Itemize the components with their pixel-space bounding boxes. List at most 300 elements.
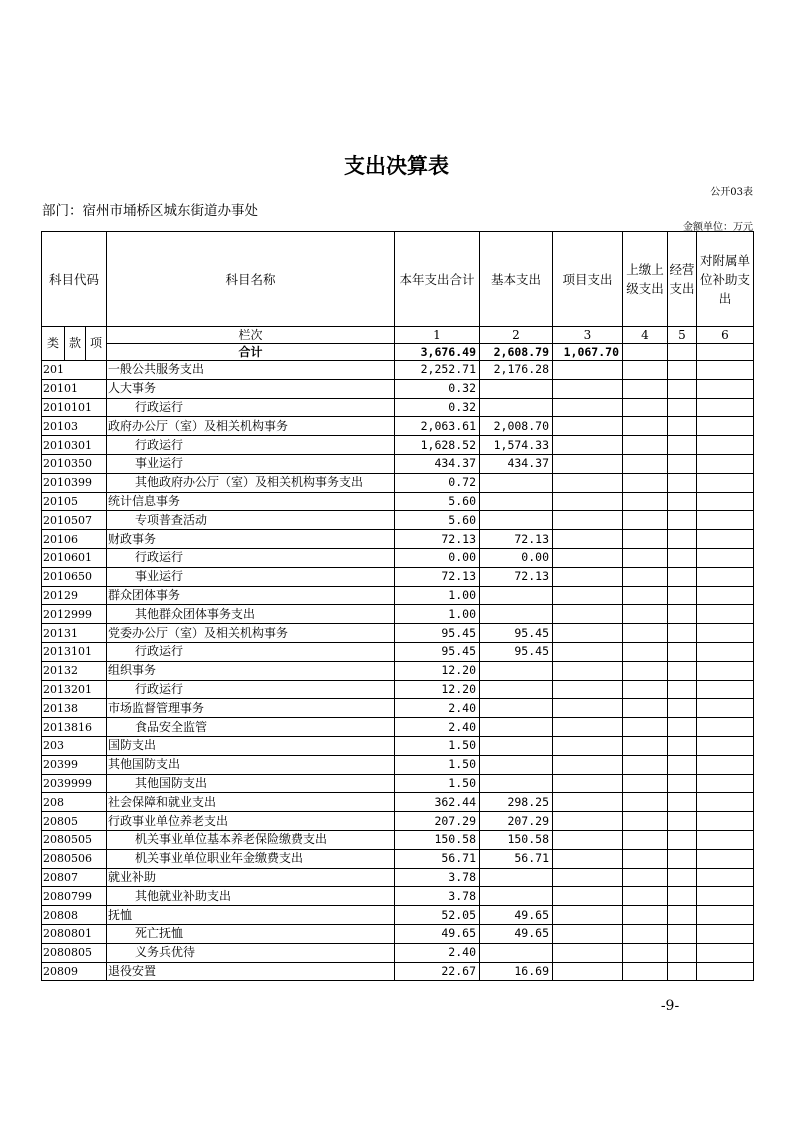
row-basic: [480, 718, 553, 737]
row-upper: [623, 605, 668, 624]
col-index-5: 5: [668, 327, 697, 344]
header-name: 科目名称: [107, 232, 395, 327]
row-upper: [623, 718, 668, 737]
row-total: 95.45: [395, 624, 480, 643]
row-basic: [480, 680, 553, 699]
row-code: 2010301: [42, 436, 107, 455]
row-code: 2080801: [42, 924, 107, 943]
row-operating: [668, 436, 697, 455]
row-name: 行政运行: [107, 436, 395, 455]
row-total: 95.45: [395, 642, 480, 661]
table-row: [42, 793, 754, 812]
row-operating: [668, 793, 697, 812]
row-operating: [668, 887, 697, 906]
row-project: [553, 661, 623, 680]
row-subsidy: [697, 718, 754, 737]
row-total: 49.65: [395, 924, 480, 943]
row-upper: [623, 567, 668, 586]
row-name: 退役安置: [107, 962, 395, 981]
row-code: 20809: [42, 962, 107, 981]
header-row: [42, 232, 754, 327]
row-subsidy: [697, 962, 754, 981]
row-name: 国防支出: [107, 736, 395, 755]
row-code: 208: [42, 793, 107, 812]
row-operating: [668, 530, 697, 549]
row-upper: [623, 361, 668, 380]
header-basic: 基本支出: [480, 232, 553, 327]
row-upper: [623, 436, 668, 455]
row-subsidy: [697, 661, 754, 680]
row-operating: [668, 511, 697, 530]
row-subsidy: [697, 943, 754, 962]
row-code: 2013101: [42, 642, 107, 661]
row-total: 3.78: [395, 887, 480, 906]
row-total: 1.00: [395, 605, 480, 624]
col-index-3: 3: [553, 327, 623, 344]
row-upper: [623, 586, 668, 605]
row-project: [553, 924, 623, 943]
expenditure-table: [41, 231, 754, 981]
row-project: [553, 774, 623, 793]
row-total: 1,628.52: [395, 436, 480, 455]
row-name: 其他就业补助支出: [107, 887, 395, 906]
row-name: 社会保障和就业支出: [107, 793, 395, 812]
row-upper: [623, 962, 668, 981]
row-code: 2010101: [42, 398, 107, 417]
row-basic: [480, 736, 553, 755]
row-project: [553, 530, 623, 549]
row-name: 死亡抚恤: [107, 924, 395, 943]
page-number: -9-: [660, 998, 680, 1014]
row-project: [553, 642, 623, 661]
total-project: 1,067.70: [553, 344, 623, 361]
row-basic: 56.71: [480, 849, 553, 868]
row-name: 统计信息事务: [107, 492, 395, 511]
row-upper: [623, 680, 668, 699]
table-row: [42, 887, 754, 906]
row-subsidy: [697, 887, 754, 906]
row-code: 20805: [42, 812, 107, 831]
table-row: [42, 473, 754, 492]
table-row: [42, 605, 754, 624]
row-subsidy: [697, 379, 754, 398]
row-code: 20129: [42, 586, 107, 605]
row-operating: [668, 605, 697, 624]
row-upper: [623, 943, 668, 962]
row-total: 12.20: [395, 661, 480, 680]
row-operating: [668, 849, 697, 868]
row-subsidy: [697, 699, 754, 718]
row-project: [553, 567, 623, 586]
row-operating: [668, 661, 697, 680]
row-project: [553, 398, 623, 417]
row-code: 2012999: [42, 605, 107, 624]
row-project: [553, 736, 623, 755]
row-total: 72.13: [395, 567, 480, 586]
header-upper: 上缴上级支出: [623, 232, 668, 327]
row-code: 2080505: [42, 830, 107, 849]
row-operating: [668, 642, 697, 661]
row-project: [553, 793, 623, 812]
row-name: 行政运行: [107, 642, 395, 661]
row-code: 20399: [42, 755, 107, 774]
table-row: [42, 379, 754, 398]
row-code: 20101: [42, 379, 107, 398]
row-basic: 49.65: [480, 924, 553, 943]
table-row: [42, 718, 754, 737]
row-project: [553, 624, 623, 643]
row-name: 行政事业单位养老支出: [107, 812, 395, 831]
row-operating: [668, 736, 697, 755]
row-operating: [668, 868, 697, 887]
row-subsidy: [697, 830, 754, 849]
table-row: [42, 492, 754, 511]
row-operating: [668, 624, 697, 643]
row-code: 2013201: [42, 680, 107, 699]
row-upper: [623, 924, 668, 943]
department-label: 部门：宿州市埇桥区城东街道办事处: [42, 203, 258, 219]
row-project: [553, 718, 623, 737]
row-basic: [480, 887, 553, 906]
row-basic: 298.25: [480, 793, 553, 812]
row-operating: [668, 924, 697, 943]
row-subsidy: [697, 548, 754, 567]
table-row: [42, 361, 754, 380]
total-label: 合计: [107, 344, 395, 361]
table-row: [42, 454, 754, 473]
row-subsidy: [697, 849, 754, 868]
row-project: [553, 436, 623, 455]
row-total: 0.72: [395, 473, 480, 492]
row-code: 201: [42, 361, 107, 380]
row-subsidy: [697, 398, 754, 417]
row-code: 2080506: [42, 849, 107, 868]
row-name: 专项普查活动: [107, 511, 395, 530]
row-project: [553, 830, 623, 849]
row-name: 行政运行: [107, 548, 395, 567]
row-total: 72.13: [395, 530, 480, 549]
row-operating: [668, 398, 697, 417]
row-upper: [623, 793, 668, 812]
row-basic: [480, 661, 553, 680]
row-project: [553, 454, 623, 473]
table-row: [42, 680, 754, 699]
row-operating: [668, 830, 697, 849]
row-total: 207.29: [395, 812, 480, 831]
row-name: 抚恤: [107, 906, 395, 925]
row-upper: [623, 473, 668, 492]
row-total: 0.00: [395, 548, 480, 567]
header-total: 本年支出合计: [395, 232, 480, 327]
row-basic: 434.37: [480, 454, 553, 473]
row-subsidy: [697, 736, 754, 755]
table-row: [42, 943, 754, 962]
row-upper: [623, 511, 668, 530]
table-row: [42, 398, 754, 417]
row-operating: [668, 492, 697, 511]
row-code: 2013816: [42, 718, 107, 737]
page-title: 支出决算表: [344, 154, 449, 178]
row-basic: 72.13: [480, 567, 553, 586]
col-index-4: 4: [623, 327, 668, 344]
row-total: 3.78: [395, 868, 480, 887]
row-total: 5.60: [395, 492, 480, 511]
row-basic: 16.69: [480, 962, 553, 981]
row-basic: [480, 774, 553, 793]
row-total: 150.58: [395, 830, 480, 849]
row-upper: [623, 868, 668, 887]
row-name: 行政运行: [107, 680, 395, 699]
row-upper: [623, 849, 668, 868]
header-lei: 类: [42, 327, 65, 361]
row-upper: [623, 887, 668, 906]
row-name: 机关事业单位基本养老保险缴费支出: [107, 830, 395, 849]
row-subsidy: [697, 605, 754, 624]
row-project: [553, 906, 623, 925]
row-name: 群众团体事务: [107, 586, 395, 605]
row-total: 362.44: [395, 793, 480, 812]
row-name: 政府办公厅（室）及相关机构事务: [107, 417, 395, 436]
row-code: 20105: [42, 492, 107, 511]
row-project: [553, 680, 623, 699]
row-basic: [480, 398, 553, 417]
row-basic: [480, 943, 553, 962]
row-basic: 95.45: [480, 624, 553, 643]
row-name: 就业补助: [107, 868, 395, 887]
row-subsidy: [697, 586, 754, 605]
row-total: 0.32: [395, 398, 480, 417]
row-basic: [480, 699, 553, 718]
table-row: [42, 812, 754, 831]
row-operating: [668, 417, 697, 436]
row-name: 市场监督管理事务: [107, 699, 395, 718]
table-row: [42, 511, 754, 530]
header-project: 项目支出: [553, 232, 623, 327]
row-code: 20131: [42, 624, 107, 643]
row-name: 食品安全监管: [107, 718, 395, 737]
row-total: 1.50: [395, 774, 480, 793]
row-operating: [668, 473, 697, 492]
row-project: [553, 586, 623, 605]
table-row: [42, 624, 754, 643]
row-upper: [623, 398, 668, 417]
row-operating: [668, 361, 697, 380]
row-operating: [668, 454, 697, 473]
row-total: 22.67: [395, 962, 480, 981]
row-subsidy: [697, 436, 754, 455]
row-project: [553, 473, 623, 492]
row-operating: [668, 379, 697, 398]
table-row: [42, 906, 754, 925]
row-basic: 2,176.28: [480, 361, 553, 380]
table-row: [42, 924, 754, 943]
row-project: [553, 417, 623, 436]
row-basic: [480, 586, 553, 605]
row-total: 56.71: [395, 849, 480, 868]
total-row: [42, 344, 754, 361]
row-name: 人大事务: [107, 379, 395, 398]
row-subsidy: [697, 868, 754, 887]
table-row: [42, 849, 754, 868]
header-operating: 经营支出: [668, 232, 697, 327]
row-operating: [668, 680, 697, 699]
header-lanci: 栏次: [107, 327, 395, 344]
row-upper: [623, 530, 668, 549]
table-row: [42, 661, 754, 680]
table-row: [42, 567, 754, 586]
row-upper: [623, 755, 668, 774]
row-name: 事业运行: [107, 454, 395, 473]
row-total: 5.60: [395, 511, 480, 530]
row-subsidy: [697, 774, 754, 793]
table-row: [42, 868, 754, 887]
row-operating: [668, 548, 697, 567]
row-operating: [668, 906, 697, 925]
row-basic: [480, 511, 553, 530]
row-name: 其他国防支出: [107, 755, 395, 774]
row-name: 财政事务: [107, 530, 395, 549]
form-number: 公开03表: [710, 187, 753, 198]
table-row: [42, 530, 754, 549]
row-upper: [623, 492, 668, 511]
total-upper: [623, 344, 668, 361]
header-subsidy: 对附属单位补助支出: [697, 232, 754, 327]
row-project: [553, 962, 623, 981]
row-subsidy: [697, 361, 754, 380]
row-upper: [623, 736, 668, 755]
row-total: 2.40: [395, 718, 480, 737]
col-index-6: 6: [697, 327, 754, 344]
table-row: [42, 736, 754, 755]
row-name: 其他国防支出: [107, 774, 395, 793]
total-amount: 3,676.49: [395, 344, 480, 361]
row-operating: [668, 812, 697, 831]
row-subsidy: [697, 492, 754, 511]
row-total: 0.32: [395, 379, 480, 398]
row-total: 12.20: [395, 680, 480, 699]
table-row: [42, 436, 754, 455]
row-project: [553, 379, 623, 398]
row-project: [553, 511, 623, 530]
row-name: 组织事务: [107, 661, 395, 680]
row-basic: 49.65: [480, 906, 553, 925]
row-operating: [668, 699, 697, 718]
row-subsidy: [697, 511, 754, 530]
row-operating: [668, 718, 697, 737]
row-total: 2.40: [395, 943, 480, 962]
col-index-2: 2: [480, 327, 553, 344]
row-upper: [623, 417, 668, 436]
row-subsidy: [697, 530, 754, 549]
row-basic: 1,574.33: [480, 436, 553, 455]
row-basic: 207.29: [480, 812, 553, 831]
row-project: [553, 812, 623, 831]
row-upper: [623, 699, 668, 718]
row-basic: 95.45: [480, 642, 553, 661]
row-code: 20103: [42, 417, 107, 436]
row-total: 434.37: [395, 454, 480, 473]
table-row: [42, 962, 754, 981]
row-operating: [668, 567, 697, 586]
row-project: [553, 868, 623, 887]
row-project: [553, 849, 623, 868]
row-code: 20138: [42, 699, 107, 718]
row-code: 2010350: [42, 454, 107, 473]
row-name: 行政运行: [107, 398, 395, 417]
row-project: [553, 548, 623, 567]
row-operating: [668, 943, 697, 962]
row-total: 2.40: [395, 699, 480, 718]
row-upper: [623, 379, 668, 398]
row-total: 1.50: [395, 755, 480, 774]
row-upper: [623, 548, 668, 567]
table-row: [42, 755, 754, 774]
row-basic: 0.00: [480, 548, 553, 567]
row-name: 事业运行: [107, 567, 395, 586]
row-subsidy: [697, 924, 754, 943]
row-subsidy: [697, 567, 754, 586]
row-subsidy: [697, 812, 754, 831]
row-operating: [668, 774, 697, 793]
column-index-row: [42, 327, 754, 344]
row-code: 2010399: [42, 473, 107, 492]
row-code: 2039999: [42, 774, 107, 793]
row-project: [553, 755, 623, 774]
row-project: [553, 361, 623, 380]
row-subsidy: [697, 473, 754, 492]
table-row: [42, 548, 754, 567]
row-total: 1.00: [395, 586, 480, 605]
row-project: [553, 699, 623, 718]
row-code: 2010650: [42, 567, 107, 586]
row-upper: [623, 624, 668, 643]
row-basic: [480, 473, 553, 492]
row-operating: [668, 755, 697, 774]
row-code: 2080805: [42, 943, 107, 962]
row-basic: [480, 605, 553, 624]
row-code: 203: [42, 736, 107, 755]
row-upper: [623, 906, 668, 925]
row-basic: 2,008.70: [480, 417, 553, 436]
row-subsidy: [697, 793, 754, 812]
table-row: [42, 774, 754, 793]
col-index-1: 1: [395, 327, 480, 344]
row-upper: [623, 830, 668, 849]
row-upper: [623, 812, 668, 831]
row-total: 1.50: [395, 736, 480, 755]
row-upper: [623, 661, 668, 680]
table-row: [42, 642, 754, 661]
row-operating: [668, 586, 697, 605]
header-code: 科目代码: [42, 232, 107, 327]
table-row: [42, 830, 754, 849]
row-subsidy: [697, 624, 754, 643]
row-basic: [480, 379, 553, 398]
amount-unit: 金额单位：万元: [683, 222, 753, 233]
row-name: 机关事业单位职业年金缴费支出: [107, 849, 395, 868]
row-project: [553, 887, 623, 906]
header-kuan: 款: [65, 327, 86, 361]
row-code: 2010601: [42, 548, 107, 567]
row-project: [553, 492, 623, 511]
row-upper: [623, 642, 668, 661]
row-basic: [480, 755, 553, 774]
row-basic: [480, 492, 553, 511]
row-code: 20106: [42, 530, 107, 549]
row-total: 2,252.71: [395, 361, 480, 380]
row-project: [553, 943, 623, 962]
row-name: 义务兵优待: [107, 943, 395, 962]
